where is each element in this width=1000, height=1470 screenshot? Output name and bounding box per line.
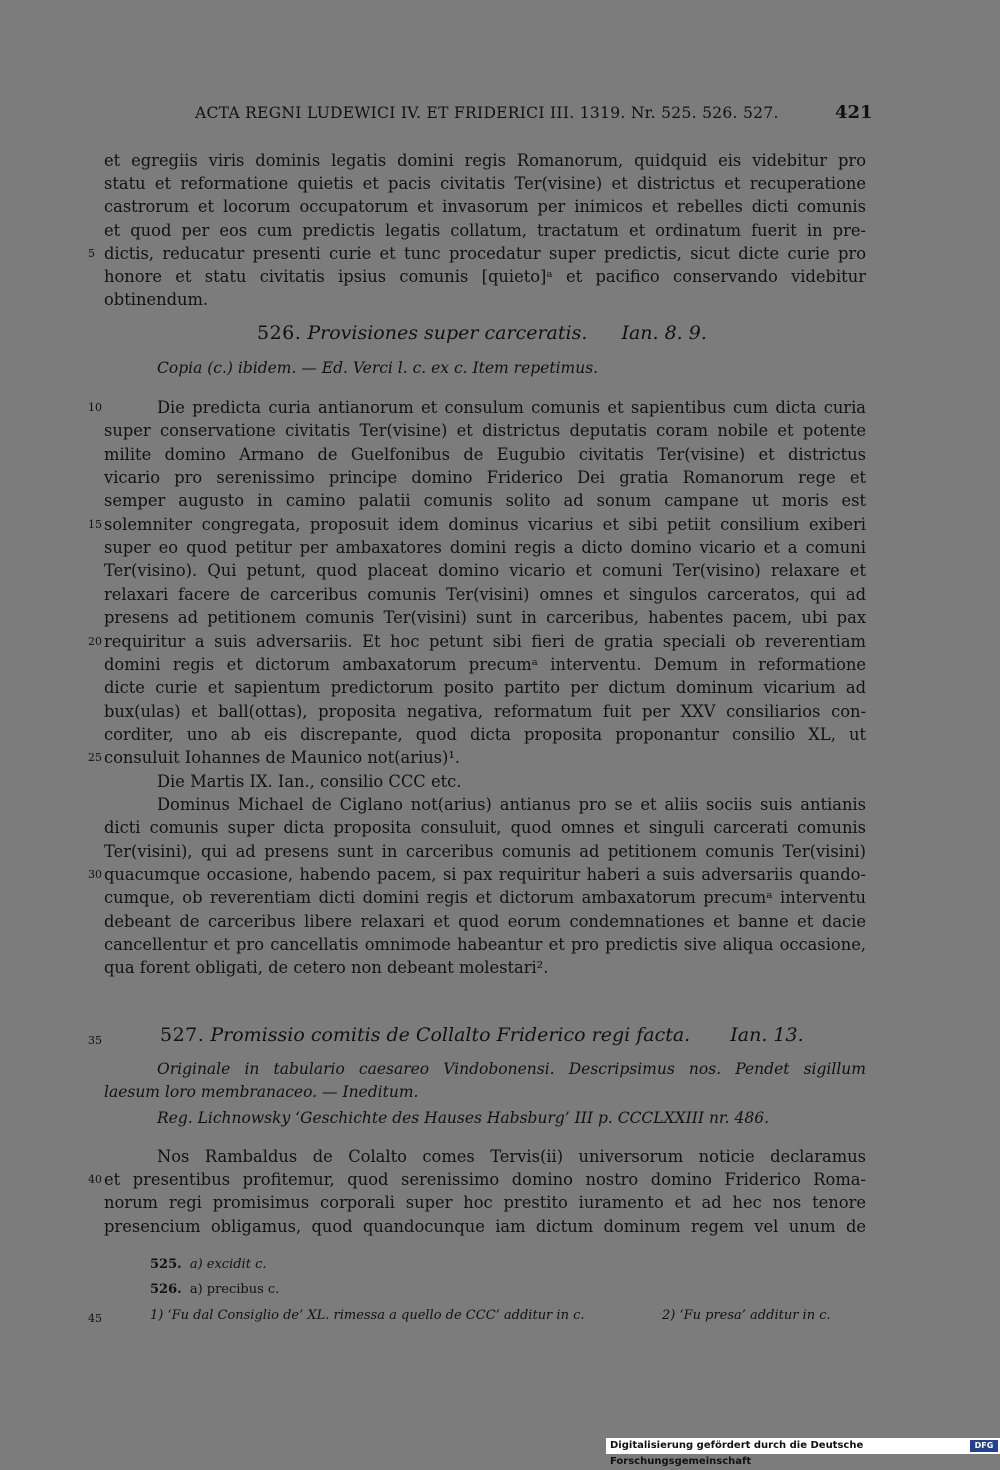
dfg-logo: DFG bbox=[970, 1440, 998, 1452]
text-line: presencium obligamus, quod quandocunque iam dictum dominum regem vel unum de bbox=[104, 1216, 866, 1236]
text-line: et presentibus profitemur, quod serenissimo domino nostro domino Friderico Roma- bbox=[104, 1170, 866, 1190]
line-number-45: 45 bbox=[88, 1312, 102, 1325]
text-line: qua forent obligati, de cetero non debeant molestari². bbox=[104, 958, 549, 978]
text-line: castrorum et locorum occupatorum et invasorum per inimicos et rebelles dicti comunis bbox=[104, 197, 866, 217]
doc-527-source-2: laesum loro membranaceo. — Ineditum. bbox=[104, 1083, 419, 1101]
text-line: et quod per eos cum predictis legatis collatum, tractatum et ordinatum fuerit in pre- bbox=[104, 220, 866, 240]
text-line: domini regis et dictorum ambaxatorum precumᵃ interventu. Demum in reformatione bbox=[104, 654, 866, 674]
line-number-35: 35 bbox=[88, 1034, 102, 1047]
doc-title: Provisiones super carceratis. bbox=[307, 322, 588, 344]
text-line: cancellentur et pro cancellatis omnimode habeantur et pro predictis sive aliqua occasione, bbox=[104, 935, 866, 955]
line-number: 10 bbox=[88, 401, 102, 414]
text-line: Ter(visini), qui ad presens sunt in carceribus comunis ad petitionem comunis Ter(visini) bbox=[104, 841, 866, 861]
doc-527-regest: Reg. Lichnowsky ‘Geschichte des Hauses Habsburg’ III p. CCCLXXIII nr. 486. bbox=[157, 1109, 770, 1127]
doc-526-heading bbox=[257, 322, 707, 344]
doc-527-source-1: Originale in tabulario caesareo Vindobonensi. Descripsimus nos. Pendet sigillum bbox=[157, 1060, 866, 1078]
text-line: Die Martis IX. Ian., consilio CCC etc. bbox=[157, 771, 462, 791]
footnote-text: a) precibus c. bbox=[189, 1282, 280, 1297]
text-line: cumque, ob reverentiam dicti domini regis et dictorum ambaxatorum precumᵃ interventu bbox=[104, 888, 866, 908]
running-header: ACTA REGNI LUDEWICI IV. ET FRIDERICI III. 1319. Nr. 525. 526. 527. bbox=[195, 104, 779, 122]
text-line: semper augusto in camino palatii comunis solito ad sonum campane ut moris est bbox=[104, 491, 866, 511]
line-number: 40 bbox=[88, 1173, 102, 1187]
doc-number: 526. bbox=[257, 322, 302, 344]
footnote-text: a) excidit c. bbox=[189, 1257, 267, 1272]
text-line: milite domino Armano de Guelfonibus de Eugubio civitatis Ter(visine) et districtus bbox=[104, 444, 866, 464]
footnote-label: 525. bbox=[150, 1257, 182, 1272]
footnote-525 bbox=[150, 1257, 266, 1272]
text-line: statu et reformatione quietis et pacis civitatis Ter(visine) et districtus et recuperatione bbox=[104, 174, 866, 194]
text-line: Die predicta curia antianorum et consulum comunis et sapientibus cum dicta curia bbox=[157, 398, 866, 417]
footnote-label: 526. bbox=[150, 1282, 182, 1297]
line-number: 5 bbox=[88, 246, 95, 260]
text-line: super conservatione civitatis Ter(visine) et districtus deputatis coram nobile et potente bbox=[104, 421, 866, 441]
text-line: dictis, reducatur presenti curie et tunc procedatur super predictis, sicut dicte curie pro bbox=[104, 243, 866, 263]
text-line: super eo quod petitur per ambaxatores domini regis a dicto domino vicario et a comuni bbox=[104, 538, 866, 558]
line-number: 30 bbox=[88, 868, 102, 881]
text-line: obtinendum. bbox=[104, 290, 209, 310]
text-line: Nos Rambaldus de Colalto comes Tervis(ii) universorum noticie declaramus bbox=[157, 1147, 866, 1166]
digitization-credit-bar bbox=[606, 1438, 1000, 1467]
doc-date: Ian. 8. 9. bbox=[621, 322, 707, 344]
text-line: honore et statu civitatis ipsius comunis [quieto]ᵃ et pacifico conservando videbitur bbox=[104, 267, 866, 286]
doc-number: 527. bbox=[160, 1024, 205, 1046]
text-line: norum regi promisimus corporali super hoc prestito iuramento et ad hec nos tenore bbox=[104, 1193, 866, 1213]
doc-date: Ian. 13. bbox=[730, 1024, 804, 1046]
text-line: dicte curie et sapientum predictorum posito partito per dictum dominum vicarium ad bbox=[104, 678, 866, 698]
text-line: et egregiis viris dominis legatis domini regis Romanorum, quidquid eis videbitur pro bbox=[104, 151, 866, 170]
page-number: 421 bbox=[835, 102, 873, 123]
doc-527-heading bbox=[160, 1024, 804, 1046]
footnote-2: 2) ‘Fu presa’ additur in c. bbox=[662, 1308, 831, 1323]
line-number: 25 bbox=[88, 751, 102, 765]
text-line: quacumque occasione, habendo pacem, si pax requiritur haberi a suis adversariis quando- bbox=[104, 865, 866, 884]
footnote-526 bbox=[150, 1282, 279, 1297]
credit-text: Digitalisierung gefördert durch die Deutsche Forschungsgemeinschaft bbox=[610, 1440, 864, 1467]
text-line: bux(ulas) et ball(ottas), proposita negativa, reformatum fuit per XXV consiliarios con- bbox=[104, 701, 866, 721]
text-line: relaxari facere de carceribus comunis Ter(visini) omnes et singulos carceratos, qui ad bbox=[104, 584, 866, 604]
doc-526-source: Copia (c.) ibidem. — Ed. Verci l. c. ex c. Item repetimus. bbox=[157, 359, 599, 377]
text-line: requiritur a suis adversariis. Et hoc petunt sibi fieri de gratia speciali ob reverentiam bbox=[104, 631, 866, 651]
footnote-1: 1) ‘Fu dal Consiglio de’ XL. rimessa a quello de CCC’ additur in c. bbox=[150, 1308, 585, 1323]
text-line: presens ad petitionem comunis Ter(visini) sunt in carceribus, habentes pacem, ubi pax bbox=[104, 608, 866, 628]
line-number: 20 bbox=[88, 634, 102, 648]
text-line: debeant de carceribus libere relaxari et quod eorum condemnationes et banne et dacie bbox=[104, 911, 866, 931]
text-line: corditer, uno ab eis discrepante, quod dicta proposita proponantur consilio XL, ut bbox=[104, 724, 866, 744]
line-number: 15 bbox=[88, 517, 102, 531]
doc-title: Promissio comitis de Collalto Friderico regi facta. bbox=[210, 1024, 691, 1046]
text-line: solemniter congregata, proposuit idem dominus vicarius et sibi petiit consilium exiberi bbox=[104, 514, 866, 534]
text-line: vicario pro serenissimo principe domino Friderico Dei gratia Romanorum rege et bbox=[104, 468, 866, 488]
text-line: dicti comunis super dicta proposita consuluit, quod omnes et singuli carcerati comunis bbox=[104, 818, 866, 838]
text-line: Ter(visino). Qui petunt, quod placeat domino vicario et comuni Ter(visino) relaxare et bbox=[104, 561, 866, 581]
text-line: consuluit Iohannes de Maunico not(arius)¹. bbox=[104, 748, 461, 768]
text-line: Dominus Michael de Ciglano not(arius) antianus pro se et aliis sociis suis antianis bbox=[157, 794, 866, 814]
